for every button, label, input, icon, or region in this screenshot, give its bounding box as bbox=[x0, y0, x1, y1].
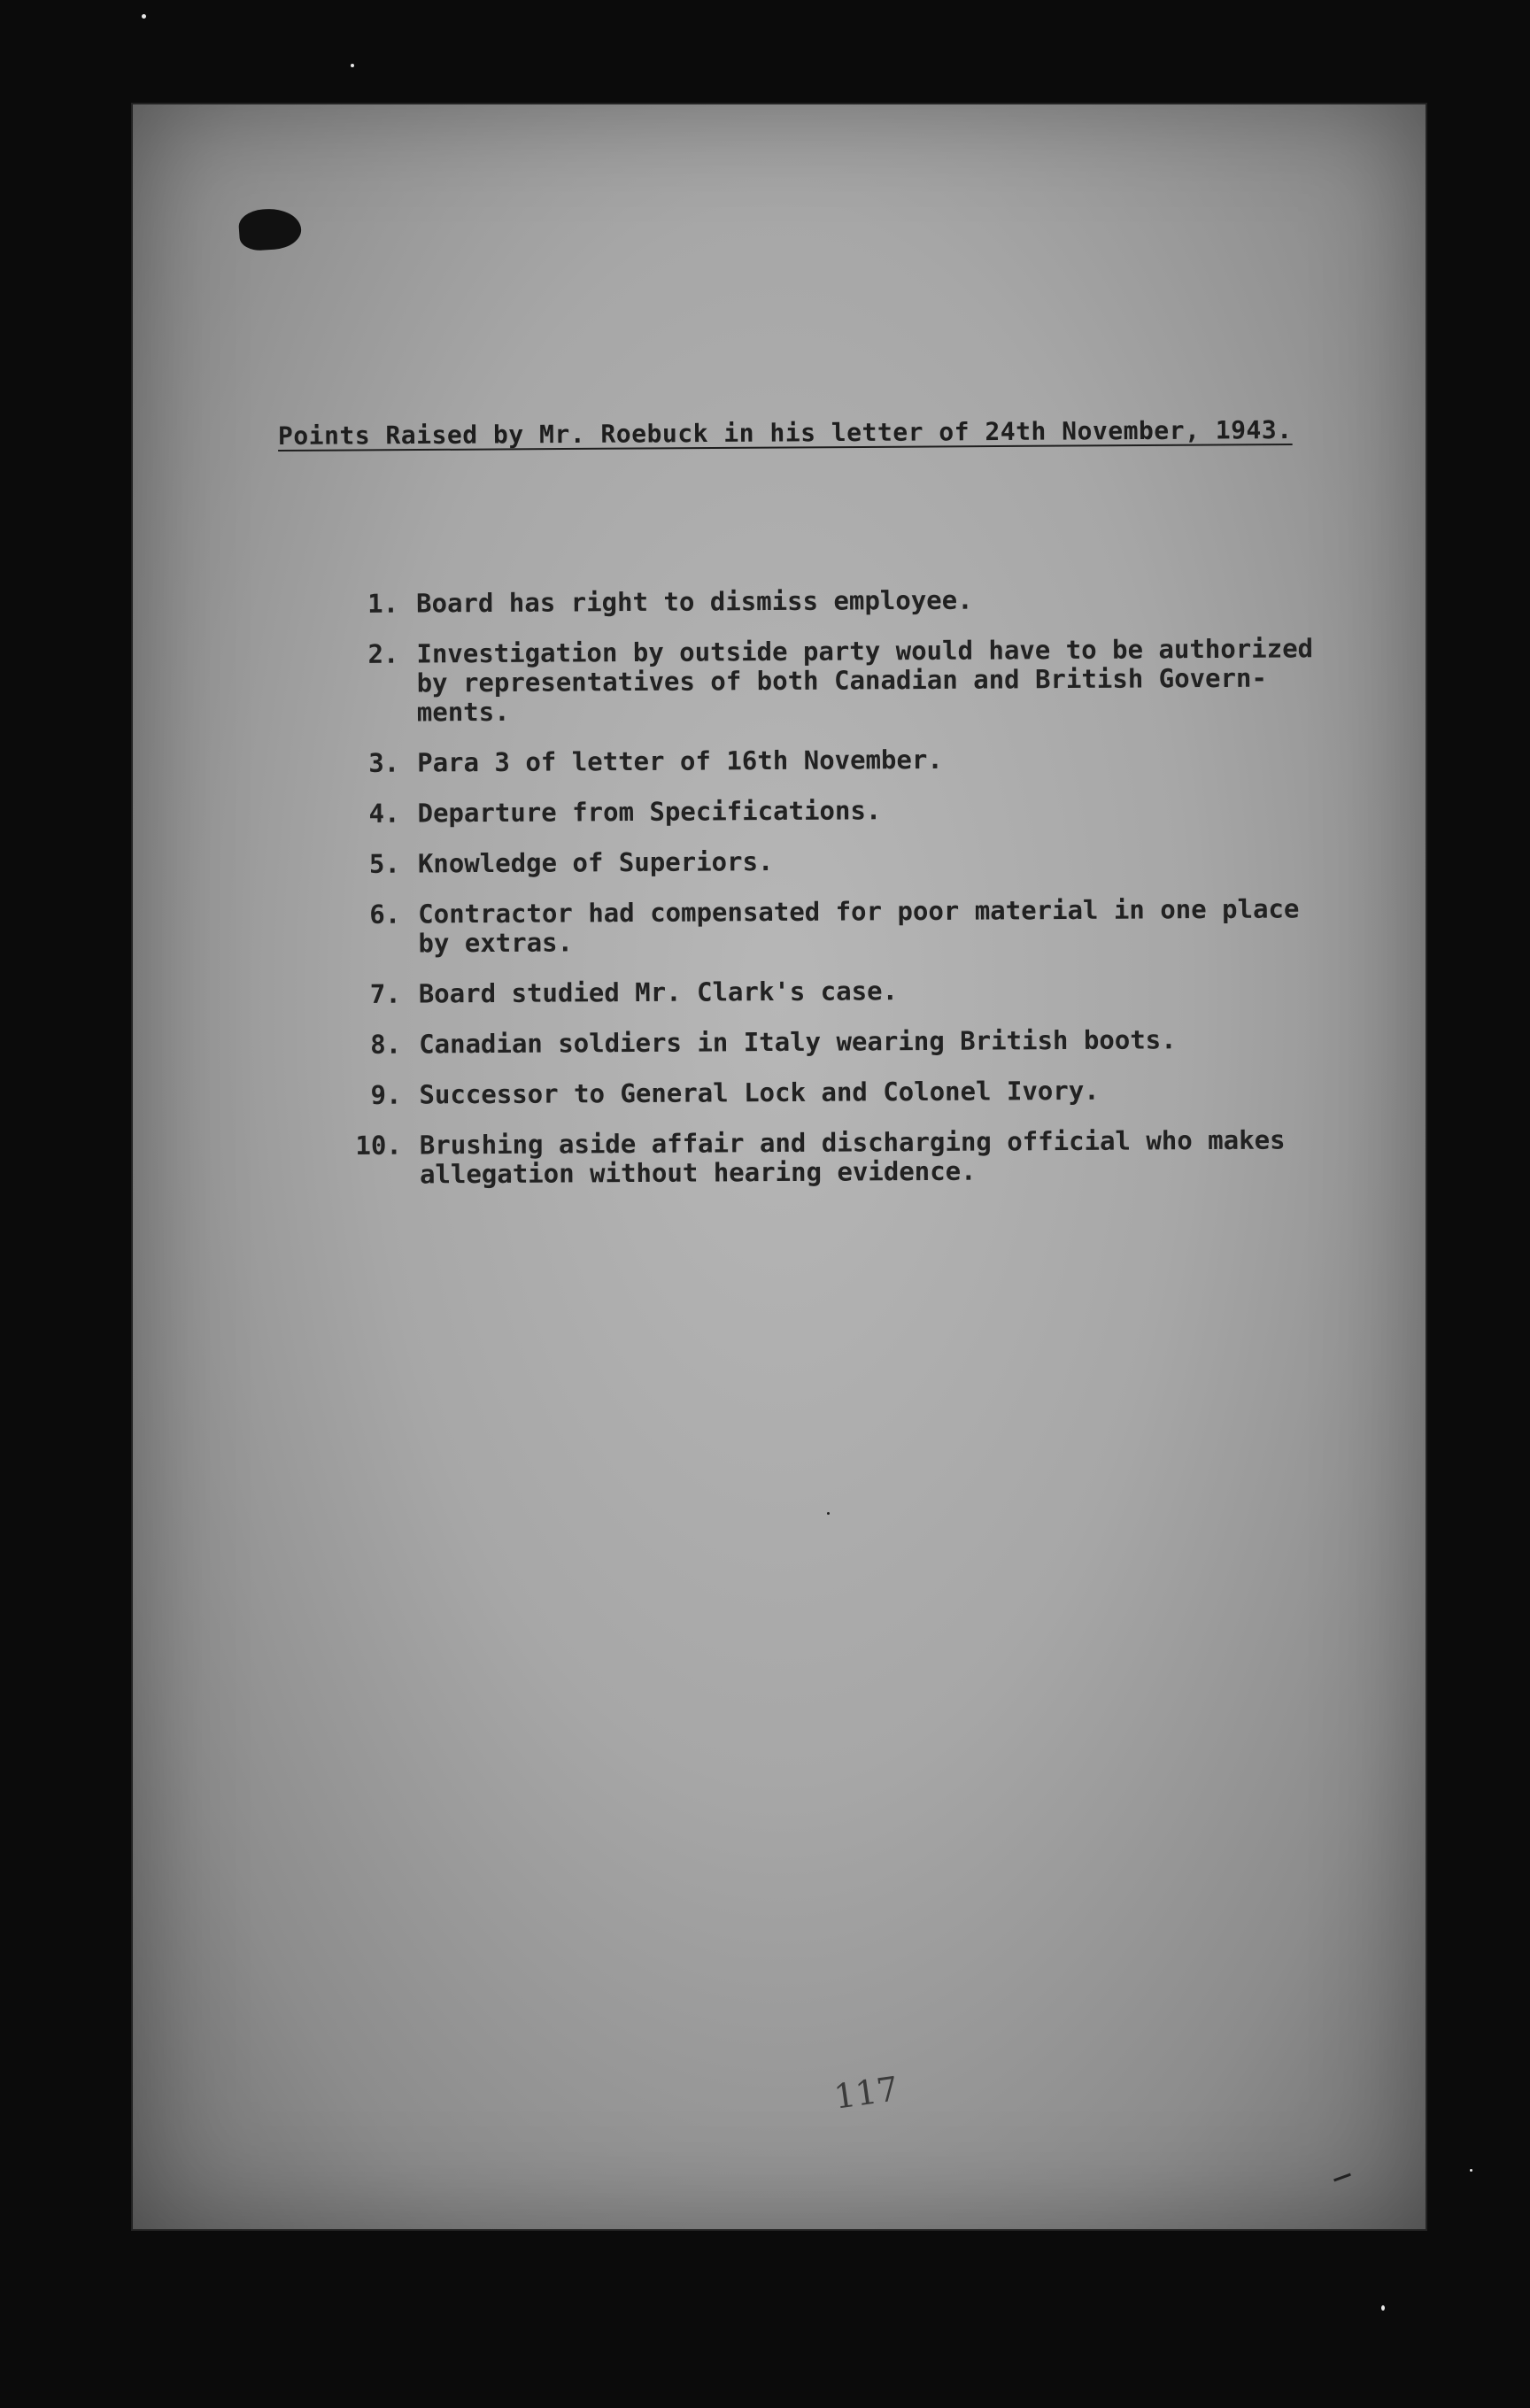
point-number: 3. bbox=[368, 747, 400, 778]
list-item bbox=[348, 1075, 1357, 1110]
list-item bbox=[345, 634, 1356, 728]
point-text: Brushing aside affair and discharging official who makes allegation without hearing evidence. bbox=[419, 1124, 1286, 1190]
point-text: Contractor had compensated for poor material in one place by extras. bbox=[418, 893, 1300, 959]
point-text: Board has right to dismiss employee. bbox=[415, 584, 973, 619]
point-text: Canadian soldiers in Italy wearing British boots. bbox=[419, 1024, 1177, 1060]
frame-speck bbox=[142, 14, 146, 19]
point-number: 2. bbox=[367, 638, 399, 669]
frame-speck bbox=[1470, 2169, 1472, 2172]
point-text: Successor to General Lock and Colonel Ivory. bbox=[419, 1075, 1100, 1110]
list-item bbox=[349, 1125, 1358, 1190]
frame-speck bbox=[351, 64, 354, 67]
point-text: Investigation by outside party would have to be authorized by representatives of both Canadian and British Govern- ments. bbox=[416, 633, 1314, 728]
point-text: Board studied Mr. Clark's case. bbox=[418, 976, 899, 1009]
page-number: 117 bbox=[831, 2069, 901, 2117]
document-page bbox=[133, 104, 1426, 2229]
point-text: Para 3 of letter of 16th November. bbox=[417, 744, 943, 778]
document-heading: Points Raised by Mr. Roebuck in his letter of 24th November, 1943. bbox=[277, 415, 1293, 451]
list-item bbox=[347, 844, 1356, 879]
point-text: Departure from Specifications. bbox=[417, 795, 882, 829]
list-item bbox=[345, 583, 1355, 619]
point-number: 1. bbox=[367, 588, 399, 619]
points-list bbox=[345, 583, 1358, 1211]
point-number: 6. bbox=[369, 899, 401, 930]
frame-speck bbox=[1381, 2305, 1385, 2311]
point-number: 4. bbox=[368, 798, 400, 829]
point-number: 7. bbox=[369, 978, 401, 1009]
point-number: 10. bbox=[355, 1130, 402, 1161]
stray-mark bbox=[1333, 2173, 1351, 2182]
list-item bbox=[346, 793, 1356, 829]
point-number: 5. bbox=[368, 848, 400, 879]
stray-mark bbox=[827, 1512, 830, 1515]
list-item bbox=[347, 894, 1356, 959]
ink-blot bbox=[237, 207, 302, 252]
list-item bbox=[346, 743, 1356, 778]
point-text: Knowledge of Superiors. bbox=[417, 846, 774, 879]
list-item bbox=[348, 974, 1357, 1009]
point-number: 9. bbox=[370, 1079, 402, 1110]
point-number: 8. bbox=[370, 1029, 402, 1060]
list-item bbox=[348, 1024, 1357, 1060]
